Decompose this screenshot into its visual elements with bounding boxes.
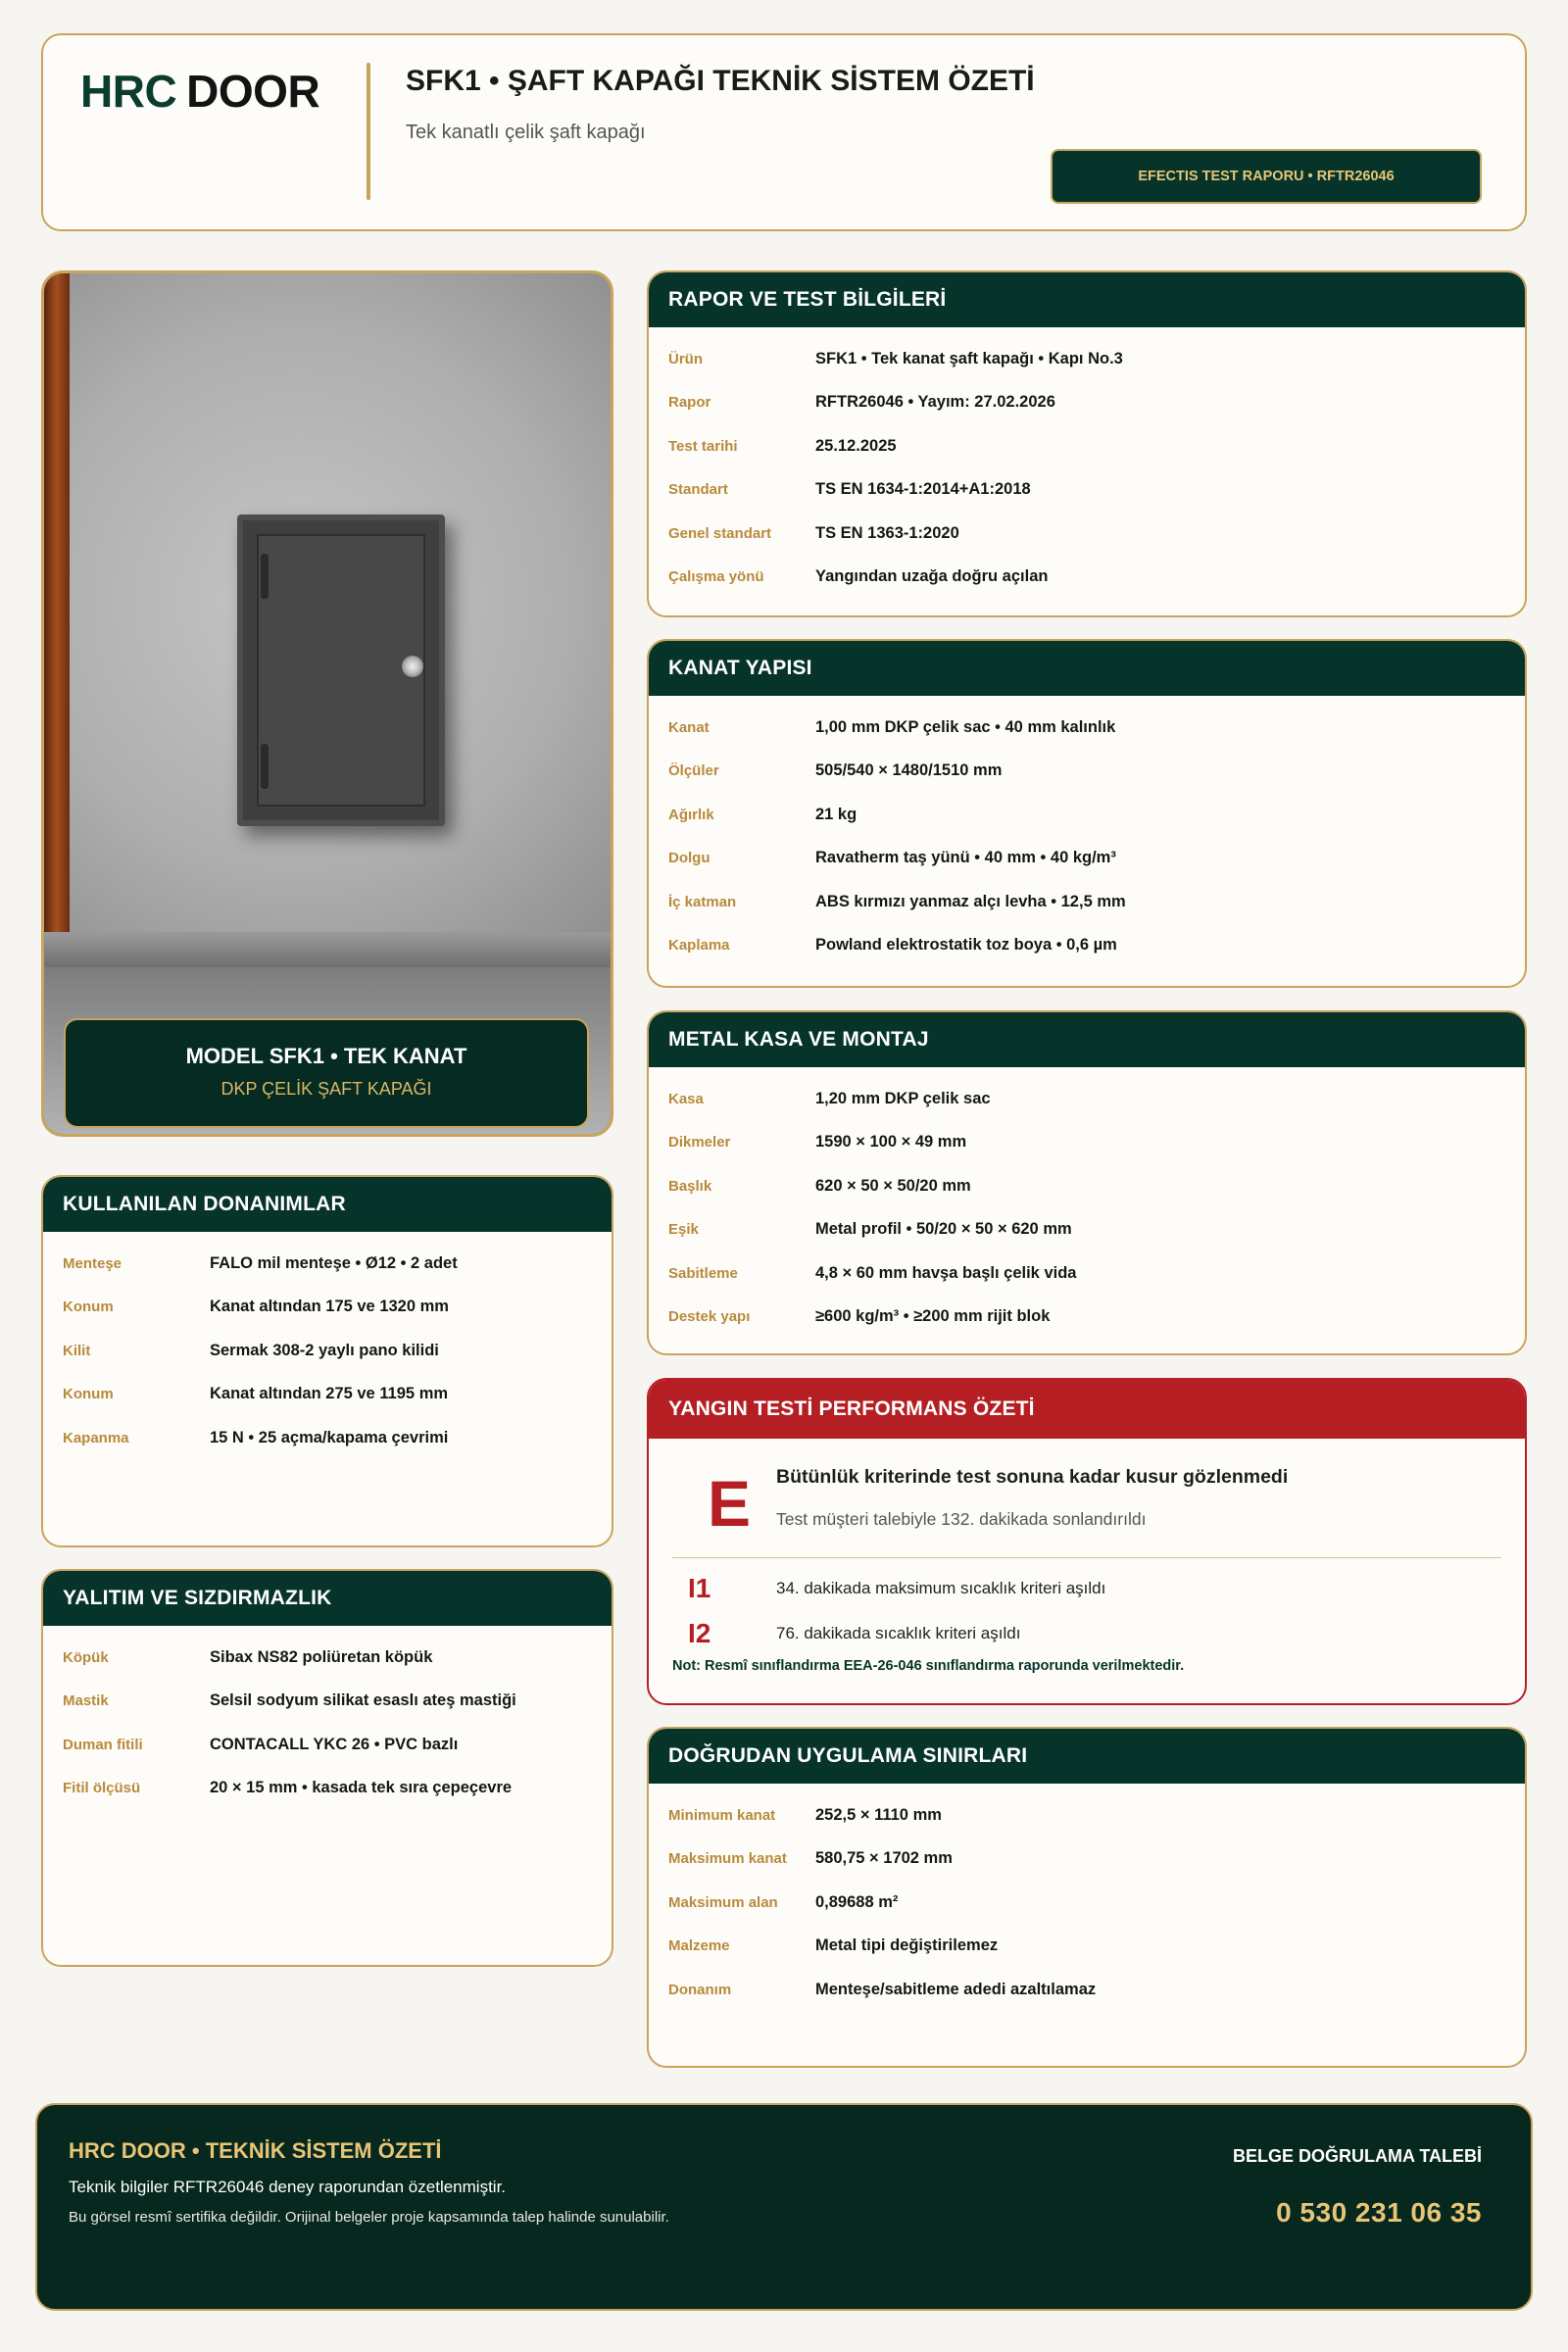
verification-request-label: BELGE DOĞRULAMA TALEBİ [1233,2146,1482,2166]
result-text: 76. dakikada sıcaklık kriteri aşıldı [776,1624,1021,1642]
door-leaf [257,534,425,807]
row-value: ABS kırmızı yanmaz alçı levha • 12,5 mm [815,892,1126,910]
row-key: Kasa [668,1090,704,1107]
application-limits-card [647,1727,1527,2068]
test-report-badge: EFECTIS TEST RAPORU • RFTR26046 [1051,149,1482,204]
row-key: Rapor [668,394,711,412]
info-row [63,1636,592,1680]
leaf-structure-card [647,639,1527,988]
wood-trim [44,273,70,959]
row-value: 4,8 × 60 mm havşa başlı çelik vida [815,1263,1077,1282]
row-value: 1,00 mm DKP çelik sac • 40 mm kalınlık [815,717,1116,736]
info-row [668,1164,1505,1208]
lock-icon [402,656,423,677]
integrity-class: E [708,1467,752,1540]
row-key: Malzeme [668,1937,730,1955]
contact-phone[interactable]: 0 530 231 06 35 [1276,2197,1482,2228]
row-value: Kanat altından 275 ve 1195 mm [210,1385,449,1403]
row-value: 620 × 50 × 50/20 mm [815,1176,971,1195]
integrity-detail: Test müşteri talebiyle 132. dakikada sonlandırıldı [776,1509,1147,1529]
product-photo [41,270,613,1137]
row-value: 1,20 mm DKP çelik sac [815,1089,991,1107]
shaft-door-illustration [237,514,445,826]
info-row [668,837,1505,881]
row-value: 580,75 × 1702 mm [815,1849,953,1868]
row-key: Duman fitili [63,1736,143,1753]
row-value: 15 N • 25 açma/kapama çevrimi [210,1428,449,1446]
frame-mount-card [647,1010,1527,1355]
row-value: Menteşe/sabitleme adedi azaltılamaz [815,1980,1097,1998]
footer [35,2103,1533,2311]
hardware-rows [43,1232,612,1460]
model-label-box [64,1018,589,1128]
info-row [668,1296,1505,1340]
row-value: 21 kg [815,805,858,823]
info-row [668,880,1505,924]
row-key: Kapanma [63,1429,129,1446]
row-value: TS EN 1634-1:2014+A1:2018 [815,480,1031,499]
row-value: 1590 × 100 × 49 mm [815,1133,967,1152]
info-row [668,924,1505,968]
logo-hrc: HRC [80,66,177,117]
row-key: Ölçüler [668,762,719,780]
row-key: Maksimum kanat [668,1850,787,1868]
row-key: Ağırlık [668,806,714,823]
card-title: METAL KASA VE MONTAJ [649,1012,1525,1067]
card-title: YANGIN TESTİ PERFORMANS ÖZETİ [649,1380,1525,1439]
info-row [668,556,1505,600]
insulation-rows [43,1626,612,1810]
header-card [41,33,1527,231]
row-key: Konum [63,1386,114,1403]
footer-source-note: Teknik bilgiler RFTR26046 deney raporundan özetlenmiştir. [69,2178,507,2196]
row-value: 505/540 × 1480/1510 mm [815,761,1003,780]
row-value: Sibax NS82 poliüretan köpük [210,1647,433,1666]
card-title: KANAT YAPISI [649,641,1525,696]
row-value: Powland elektrostatik toz boya • 0,6 µm [815,936,1117,955]
footer-title: HRC DOOR • TEKNİK SİSTEM ÖZETİ [69,2138,442,2163]
insulation-result-row [672,1566,1501,1611]
info-row [668,424,1505,468]
row-key: Sabitleme [668,1264,738,1282]
limits-rows [649,1784,1525,2012]
row-key: Kilit [63,1342,91,1359]
row-value: Selsil sodyum silikat esaslı ateş mastiği [210,1691,516,1710]
info-row [668,1251,1505,1296]
info-row [668,1968,1505,2012]
card-title: YALITIM VE SIZDIRMAZLIK [43,1571,612,1626]
row-value: TS EN 1363-1:2020 [815,523,959,542]
row-key: Konum [63,1298,114,1316]
row-key: Maksimum alan [668,1893,778,1911]
row-value: 0,89688 m² [815,1892,899,1911]
card-title: KULLANILAN DONANIMLAR [43,1177,612,1232]
row-key: Kanat [668,718,710,736]
row-key: İç katman [668,893,737,910]
row-key: Köpük [63,1648,109,1666]
info-row [668,1121,1505,1165]
info-row [668,512,1505,556]
row-value: Sermak 308-2 yaylı pano kilidi [210,1341,439,1359]
row-key: Ürün [668,350,703,368]
report-info-card [647,270,1527,617]
row-value: ≥600 kg/m³ • ≥200 mm rijit blok [815,1307,1051,1326]
row-value: CONTACALL YKC 26 • PVC bazlı [210,1735,459,1753]
info-row [668,468,1505,513]
row-key: Destek yapı [668,1308,751,1326]
row-key: Test tarihi [668,437,738,455]
row-key: Mastik [63,1692,109,1710]
info-row [668,337,1505,381]
leaf-rows [649,696,1525,967]
row-value: Kanat altından 175 ve 1320 mm [210,1298,449,1316]
row-key: Başlık [668,1177,712,1195]
result-class: I2 [688,1618,711,1648]
info-row [63,1723,592,1767]
hinge-icon [261,744,269,789]
row-value: RFTR26046 • Yayım: 27.02.2026 [815,393,1055,412]
header-divider [367,63,370,200]
info-row [668,793,1505,837]
hardware-card [41,1175,613,1547]
info-row [63,1286,592,1330]
row-key: Fitil ölçüsü [63,1780,141,1797]
info-row [63,1416,592,1460]
result-text: 34. dakikada maksimum sıcaklık kriteri aşıldı [776,1579,1106,1597]
info-row [63,1242,592,1286]
row-key: Standart [668,481,728,499]
row-key: Dolgu [668,850,710,867]
row-value: 252,5 × 1110 mm [815,1805,942,1824]
row-key: Çalışma yönü [668,568,764,586]
skirting-board [44,932,611,967]
row-value: Metal profil • 50/20 × 50 × 620 mm [815,1220,1072,1239]
info-row [668,1077,1505,1121]
row-value: Metal tipi değiştirilemez [815,1936,999,1955]
report-rows [649,327,1525,599]
insulation-result-row [672,1611,1501,1656]
fire-body [649,1439,1525,1674]
row-value: 25.12.2025 [815,436,897,455]
brand-logo [80,65,319,118]
info-row [668,1793,1505,1838]
info-row [668,381,1505,425]
model-subtitle: DKP ÇELİK ŞAFT KAPAĞI [220,1079,432,1099]
row-value: 20 × 15 mm • kasada tek sıra çepeçevre [210,1779,513,1797]
row-key: Dikmeler [668,1134,731,1152]
model-title: MODEL SFK1 • TEK KANAT [185,1044,467,1068]
row-value: Yangından uzağa doğru açılan [815,567,1049,586]
logo-door: DOOR [186,66,320,117]
card-title: RAPOR VE TEST BİLGİLERİ [649,272,1525,327]
row-key: Kaplama [668,937,730,955]
card-title: DOĞRUDAN UYGULAMA SINIRLARI [649,1729,1525,1784]
integrity-block [672,1439,1501,1558]
insulation-card [41,1569,613,1967]
info-row [63,1373,592,1417]
row-key: Minimum kanat [668,1806,776,1824]
row-key: Menteşe [63,1254,122,1272]
info-row [668,750,1505,794]
result-class: I1 [688,1573,711,1603]
fire-test-card [647,1378,1527,1705]
info-row [668,706,1505,750]
row-key: Donanım [668,1981,732,1998]
info-row [668,1208,1505,1252]
info-row [668,1881,1505,1925]
row-key: Eşik [668,1221,699,1239]
page-subtitle: Tek kanatlı çelik şaft kapağı [406,122,646,143]
frame-rows [649,1067,1525,1339]
hinge-icon [261,554,269,599]
integrity-heading: Bütünlük kriterinde test sonuna kadar kusur gözlenmedi [776,1466,1289,1488]
info-row [668,1925,1505,1969]
info-row [63,1680,592,1724]
info-row [668,1838,1505,1882]
row-value: Ravatherm taş yünü • 40 mm • 40 kg/m³ [815,849,1116,867]
row-value: FALO mil menteşe • Ø12 • 2 adet [210,1253,458,1272]
info-row [63,1329,592,1373]
classification-note: Not: Resmî sınıflandırma EEA-26-046 sınıflandırma raporunda verilmektedir. [672,1658,1185,1674]
row-value: SFK1 • Tek kanat şaft kapağı • Kapı No.3 [815,349,1123,368]
info-row [63,1767,592,1811]
row-key: Genel standart [668,524,772,542]
page-title: SFK1 • ŞAFT KAPAĞI TEKNİK SİSTEM ÖZETİ [406,65,1035,97]
footer-disclaimer: Bu görsel resmî sertifika değildir. Orijinal belgeler proje kapsamında talep halinde sunulabilir. [69,2209,669,2226]
